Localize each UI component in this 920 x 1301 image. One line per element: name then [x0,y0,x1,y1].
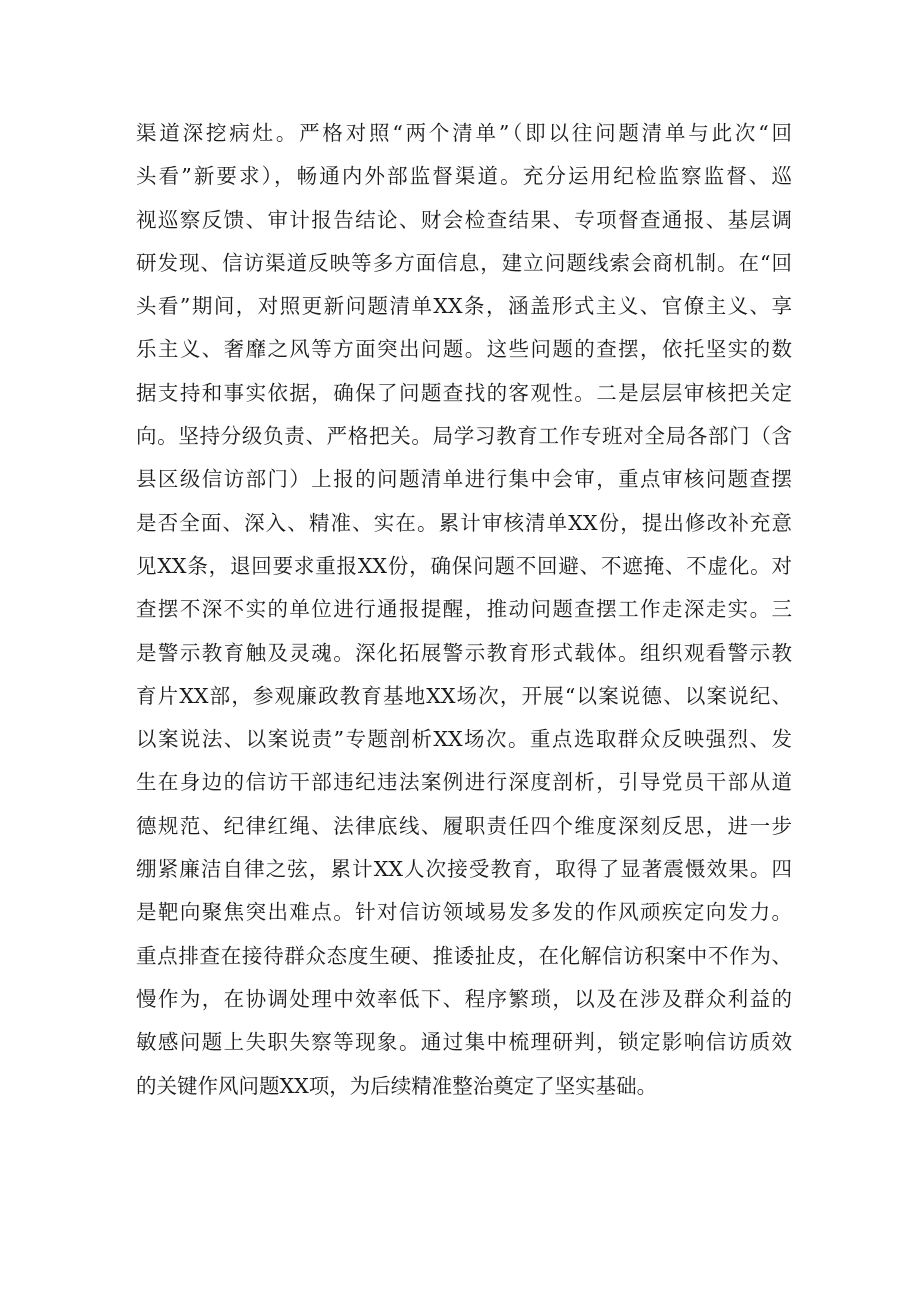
text-line: 以案说法、以案说责”专题剖析XX场次。重点选取群众反映强烈、发 [136,727,792,752]
text-line-last: 的关键作风问题XX项，为后续精准整治奠定了坚实基础。 [136,1073,658,1098]
text-line: 慢作为，在协调处理中效率低下、程序繁琐，以及在涉及群众利益的 [136,986,792,1011]
text-line: 德规范、纪律红绳、法律底线、履职责任四个维度深刻反思，进一步 [136,813,792,838]
text-line: 生在身边的信访干部违纪违法案例进行深度剖析，引导党员干部从道 [136,770,792,795]
text-line: 重点排查在接待群众态度生硬、推诿扯皮，在化解信访积案中不作为、 [136,943,792,968]
text-line: 是警示教育触及灵魂。深化拓展警示教育形式载体。组织观看警示教 [136,640,792,665]
body-paragraph [136,112,792,1108]
text-line: 绷紧廉洁自律之弦，累计XX人次接受教育，取得了显著震慑效果。四 [136,857,792,882]
text-line: 头看”新要求），畅通内外部监督渠道。充分运用纪检监察监督、巡 [136,164,792,189]
text-line: 头看”期间，对照更新问题清单XX条，涵盖形式主义、官僚主义、享 [136,294,792,319]
text-line: 县区级信访部门）上报的问题清单进行集中会审，重点审核问题查摆 [136,467,792,492]
text-line: 据支持和事实依据，确保了问题查找的客观性。二是层层审核把关定 [136,380,792,405]
text-line: 向。坚持分级负责、严格把关。局学习教育工作专班对全局各部门（含 [136,424,792,449]
text-line: 见XX条，退回要求重报XX份，确保问题不回避、不遮掩、不虚化。对 [136,553,792,578]
text-line: 敏感问题上失职失察等现象。通过集中梳理研判，锁定影响信访质效 [136,1030,792,1055]
text-line: 渠道深挖病灶。严格对照“两个清单”（即以往问题清单与此次“回 [136,121,792,145]
text-line: 查摆不深不实的单位进行通报提醒，推动问题查摆工作走深走实。三 [136,597,792,622]
text-line: 乐主义、奢靡之风等方面突出问题。这些问题的查摆，依托坚实的数 [136,337,792,362]
text-line: 视巡察反馈、审计报告结论、财会检查结果、专项督查通报、基层调 [136,207,792,232]
text-line: 研发现、信访渠道反映等多方面信息，建立问题线索会商机制。在“回 [136,250,792,275]
text-line: 是否全面、深入、精准、实在。累计审核清单XX份，提出修改补充意 [136,510,792,535]
text-line: 育片XX部，参观廉政教育基地XX场次，开展“以案说德、以案说纪、 [136,683,792,708]
text-line: 是靶向聚焦突出难点。针对信访领域易发多发的作风顽疾定向发力。 [136,900,792,925]
